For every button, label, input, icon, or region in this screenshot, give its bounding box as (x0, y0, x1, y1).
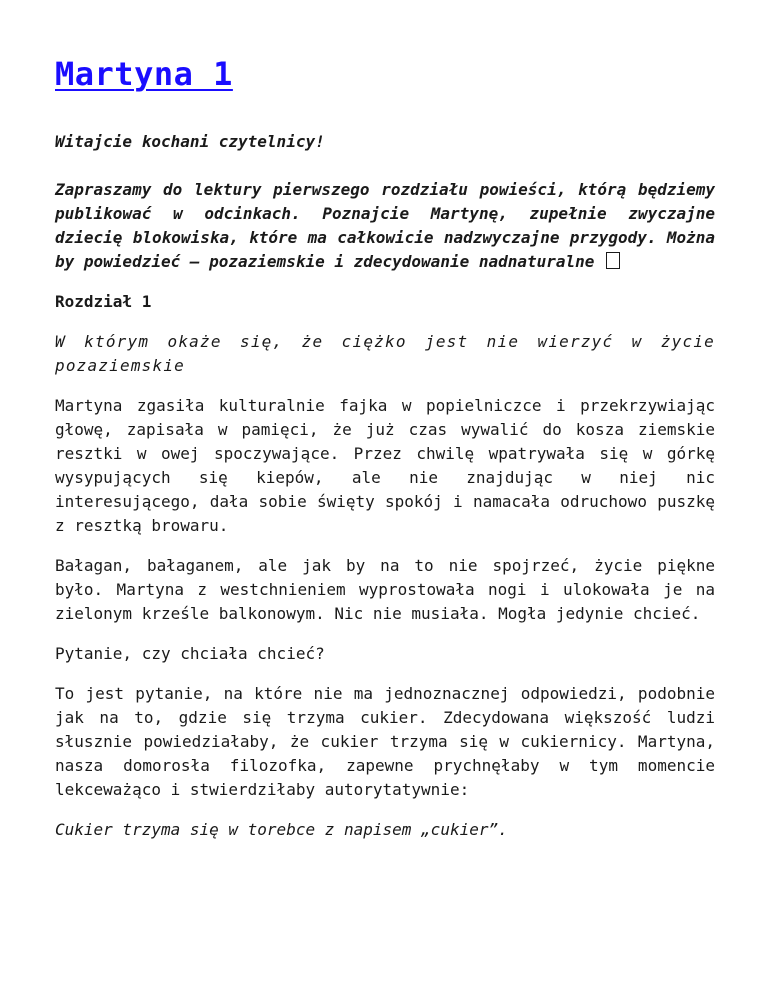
article (55, 50, 715, 842)
emoji-placeholder-icon (606, 252, 620, 269)
title-link[interactable]: Martyna 1 (55, 55, 233, 93)
chapter-heading: Rozdział 1 (55, 292, 152, 311)
paragraph-4: To jest pytanie, na które nie ma jednoznacznej odpowiedzi, podobnie jak na to, gdzie się trzyma cukier. Zdecydowana większość ludzi słusznie powiedziałaby, że cukier trzyma się w cukiernicy. Martyna, nasza domorosła filozofka, zapewne prychnęłaby w tym momencie lekceważąco i stwierdziłaby autorytatywnie: (55, 684, 715, 799)
greeting-text: Witajcie kochani czytelnicy! (55, 132, 325, 151)
intro-paragraph (55, 178, 715, 274)
closing-line: Cukier trzyma się w torebce z napisem „cukier”. (55, 820, 508, 839)
page-title (55, 50, 715, 98)
chapter-subtitle: W którym okaże się, że ciężko jest nie wierzyć w życie pozaziemskie (55, 332, 715, 375)
paragraph-3: Pytanie, czy chciała chcieć? (55, 644, 325, 663)
paragraph-2: Bałagan, bałaganem, ale jak by na to nie spojrzeć, życie piękne było. Martyna z westchnieniem wyprostowała nogi i ulokowała je na zielonym krześle balkonowym. Nic nie musiała. Mogła jedynie chcieć. (55, 556, 715, 623)
intro-text: Zapraszamy do lektury pierwszego rozdziału powieści, którą będziemy publikować w odcinkach. Poznajcie Martynę, zupełnie zwyczajne dziecię blokowiska, które ma całkowicie nadzwyczajne przygody. Można by powiedzieć – pozaziemskie i zdecydowanie nadnaturalne (55, 180, 715, 271)
paragraph-1: Martyna zgasiła kulturalnie fajka w popielniczce i przekrzywiając głowę, zapisała w pamięci, że już czas wywalić do kosza ziemskie resztki w owej spoczywające. Przez chwilę wpatrywała się w górkę wysypujących się kiepów, ale nie znajdując w niej nic interesującego, dała sobie święty spokój i namacała odruchowo puszkę z resztką browaru. (55, 396, 715, 535)
